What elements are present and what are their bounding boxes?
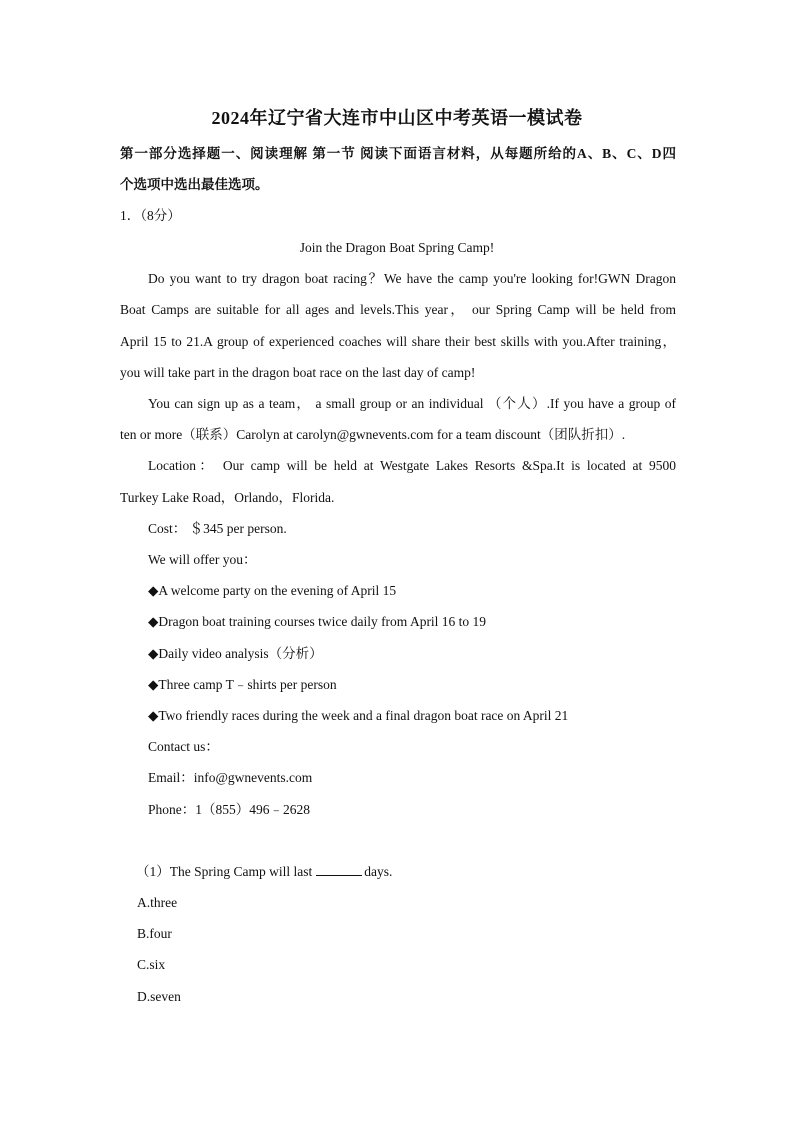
section-instruction-line-2: 个选项中选出最佳选项。 <box>120 177 269 192</box>
passage-paragraph-1-line-2: Boat Camps are suitable for all ages and levels.This year， our Spring Camp will be held from <box>120 302 676 317</box>
passage-paragraph-2-line-1: You can sign up as a team， a small group or an individual （个人）.If you have a group of <box>148 396 676 411</box>
passage-paragraph-3-line-2: Turkey Lake Road，Orlando，Florida. <box>120 490 335 505</box>
offer-item: ◆Daily video analysis（分析） <box>148 646 323 661</box>
offer-item: ◆A welcome party on the evening of April 15 <box>148 583 397 598</box>
passage-paragraph-2-line-2: ten or more（联系）Carolyn at carolyn@gwnevents.com for a team discount（团队折扣）. <box>120 427 626 442</box>
option-c: C.six <box>137 957 166 972</box>
offer-intro: We will offer you： <box>148 552 257 567</box>
offer-item: ◆Two friendly races during the week and a final dragon boat race on April 21 <box>148 708 569 723</box>
question-1-stem-text: （1）The Spring Camp will last <box>136 864 313 879</box>
camp-cost: Cost： ＄345 per person. <box>148 521 287 536</box>
section-instruction <box>120 138 676 200</box>
passage-paragraph-1-line-3: April 15 to 21.A group of experienced coaches will share their best skills with you.After training， <box>120 334 676 349</box>
question-header: 1．（8分） <box>120 208 181 223</box>
question-1-stem-suffix: days. <box>364 864 393 879</box>
option-d: D.seven <box>137 989 181 1004</box>
question-1-stem <box>136 863 692 881</box>
offer-item: ◆Three camp T﹣shirts per person <box>148 677 337 692</box>
passage-paragraph-1-line-1: Do you want to try dragon boat racing？We have the camp you're looking for!GWN Dragon <box>148 271 676 286</box>
page-title: 2024年辽宁省大连市中山区中考英语一模试卷 <box>211 108 583 128</box>
contact-phone: Phone：1（855）496﹣2628 <box>148 802 310 817</box>
answer-blank <box>316 863 362 876</box>
contact-intro: Contact us： <box>148 739 219 754</box>
passage-paragraph-1-line-4: you will take part in the dragon boat race on the last day of camp! <box>120 365 476 380</box>
offer-item: ◆Dragon boat training courses twice daily from April 16 to 19 <box>148 614 487 629</box>
option-a: A.three <box>137 895 178 910</box>
option-b: B.four <box>137 926 172 941</box>
contact-email: Email：info@gwnevents.com <box>148 770 313 785</box>
passage-paragraph-3-line-1: Location： Our camp will be held at Westgate Lakes Resorts &Spa.It is located at 9500 <box>148 458 676 473</box>
passage-heading: Join the Dragon Boat Spring Camp! <box>299 240 495 255</box>
section-instruction-line-1: 第一部分选择题一、阅读理解 第一节 阅读下面语言材料，从每题所给的A、B、C、D四 <box>120 146 676 161</box>
